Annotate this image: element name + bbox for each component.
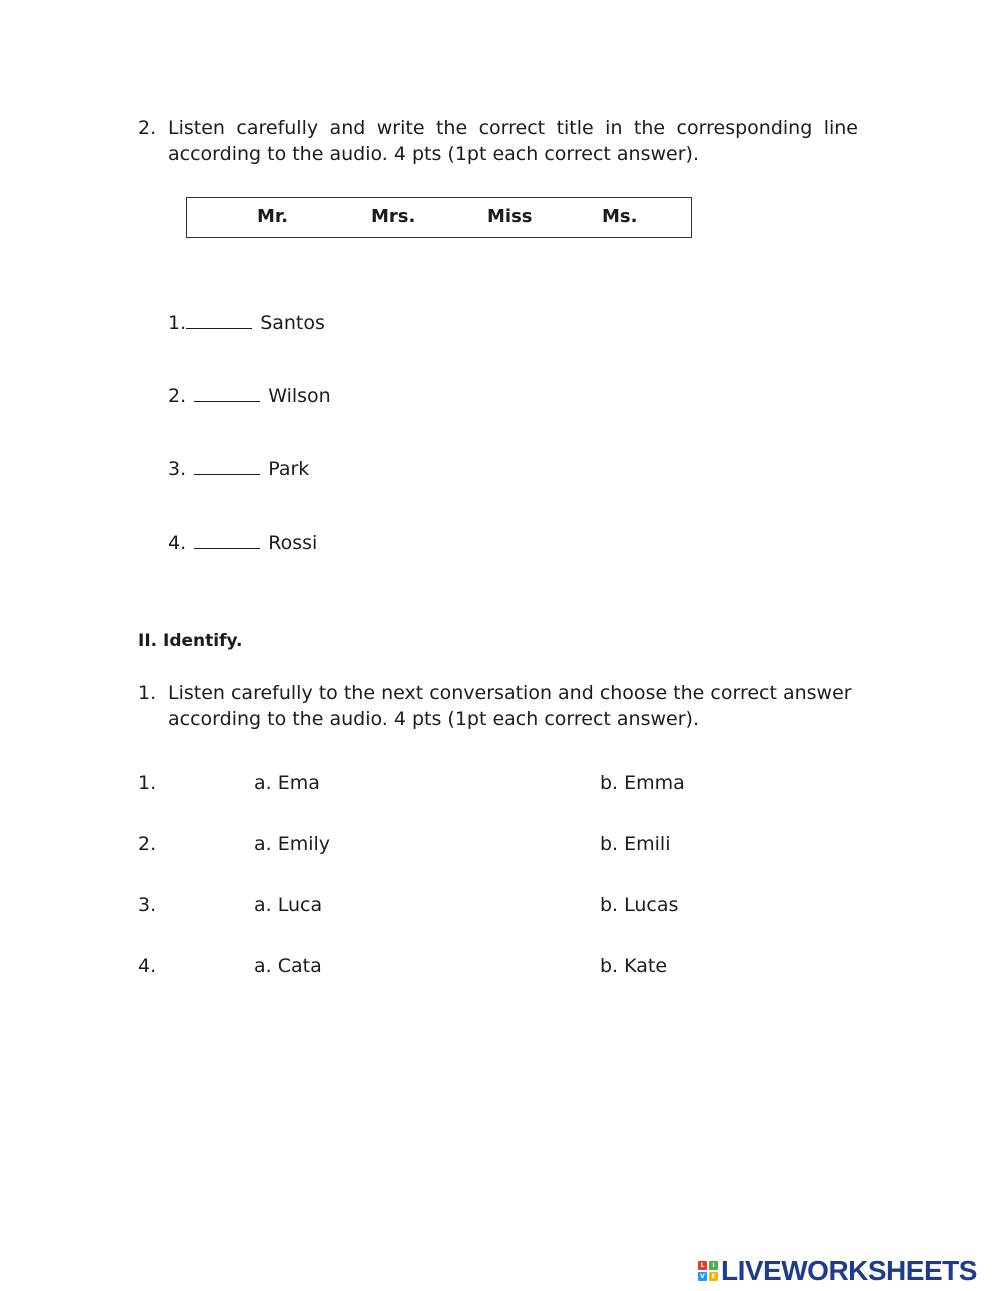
fill-item-number: 4.	[168, 532, 187, 554]
answer-blank[interactable]	[194, 384, 260, 402]
fill-item	[168, 531, 317, 555]
title-option-mr: Mr.	[257, 206, 289, 227]
logo-block: I	[709, 1261, 718, 1270]
question-text-line1: Listen carefully and write the correct title in the corresponding line	[168, 117, 858, 139]
logo-block: E	[709, 1272, 718, 1281]
choice-option-a[interactable]: a. Ema	[254, 772, 320, 794]
title-option-ms: Ms.	[602, 206, 638, 227]
question-text-line2: according to the audio. 4 pts (1pt each correct answer).	[168, 143, 699, 165]
question-text-line1: Listen carefully to the next conversation and choose the correct answer	[168, 682, 852, 704]
choice-option-b[interactable]: b. Emma	[600, 772, 685, 794]
title-option-miss: Miss	[487, 206, 533, 227]
choice-option-a[interactable]: a. Emily	[254, 833, 331, 855]
choice-option-b[interactable]: b. Kate	[600, 955, 668, 977]
choice-number: 2.	[138, 833, 157, 855]
choice-option-b[interactable]: b. Lucas	[600, 894, 679, 916]
fill-item-number: 2.	[168, 385, 187, 407]
question-number: 1.	[138, 682, 157, 704]
choice-option-a[interactable]: a. Cata	[254, 955, 322, 977]
section-heading: II. Identify.	[138, 631, 243, 651]
choice-number: 3.	[138, 894, 157, 916]
logo-block: L	[698, 1261, 707, 1270]
logo-block: V	[698, 1272, 707, 1281]
question-number: 2.	[138, 117, 157, 139]
choice-number: 4.	[138, 955, 157, 977]
liveworksheets-logo	[698, 1255, 977, 1287]
fill-item	[168, 457, 309, 481]
fill-item-number: 1.	[168, 312, 187, 334]
choice-number: 1.	[138, 772, 157, 794]
answer-blank[interactable]	[194, 531, 260, 549]
title-option-mrs: Mrs.	[371, 206, 416, 227]
fill-item-name: Rossi	[268, 532, 318, 554]
logo-text: LIVEWORKSHEETS	[721, 1255, 977, 1286]
answer-blank[interactable]	[194, 457, 260, 475]
answer-blank[interactable]	[186, 311, 252, 329]
fill-item-name: Santos	[260, 312, 325, 334]
fill-item-number: 3.	[168, 458, 187, 480]
titles-word-bank	[186, 197, 692, 238]
fill-item	[168, 311, 325, 335]
fill-item	[168, 384, 331, 408]
choice-option-b[interactable]: b. Emili	[600, 833, 671, 855]
logo-blocks-icon	[698, 1261, 718, 1281]
question-text-line2: according to the audio. 4 pts (1pt each correct answer).	[168, 708, 699, 730]
fill-item-name: Park	[268, 458, 310, 480]
fill-item-name: Wilson	[268, 385, 331, 407]
choice-option-a[interactable]: a. Luca	[254, 894, 323, 916]
